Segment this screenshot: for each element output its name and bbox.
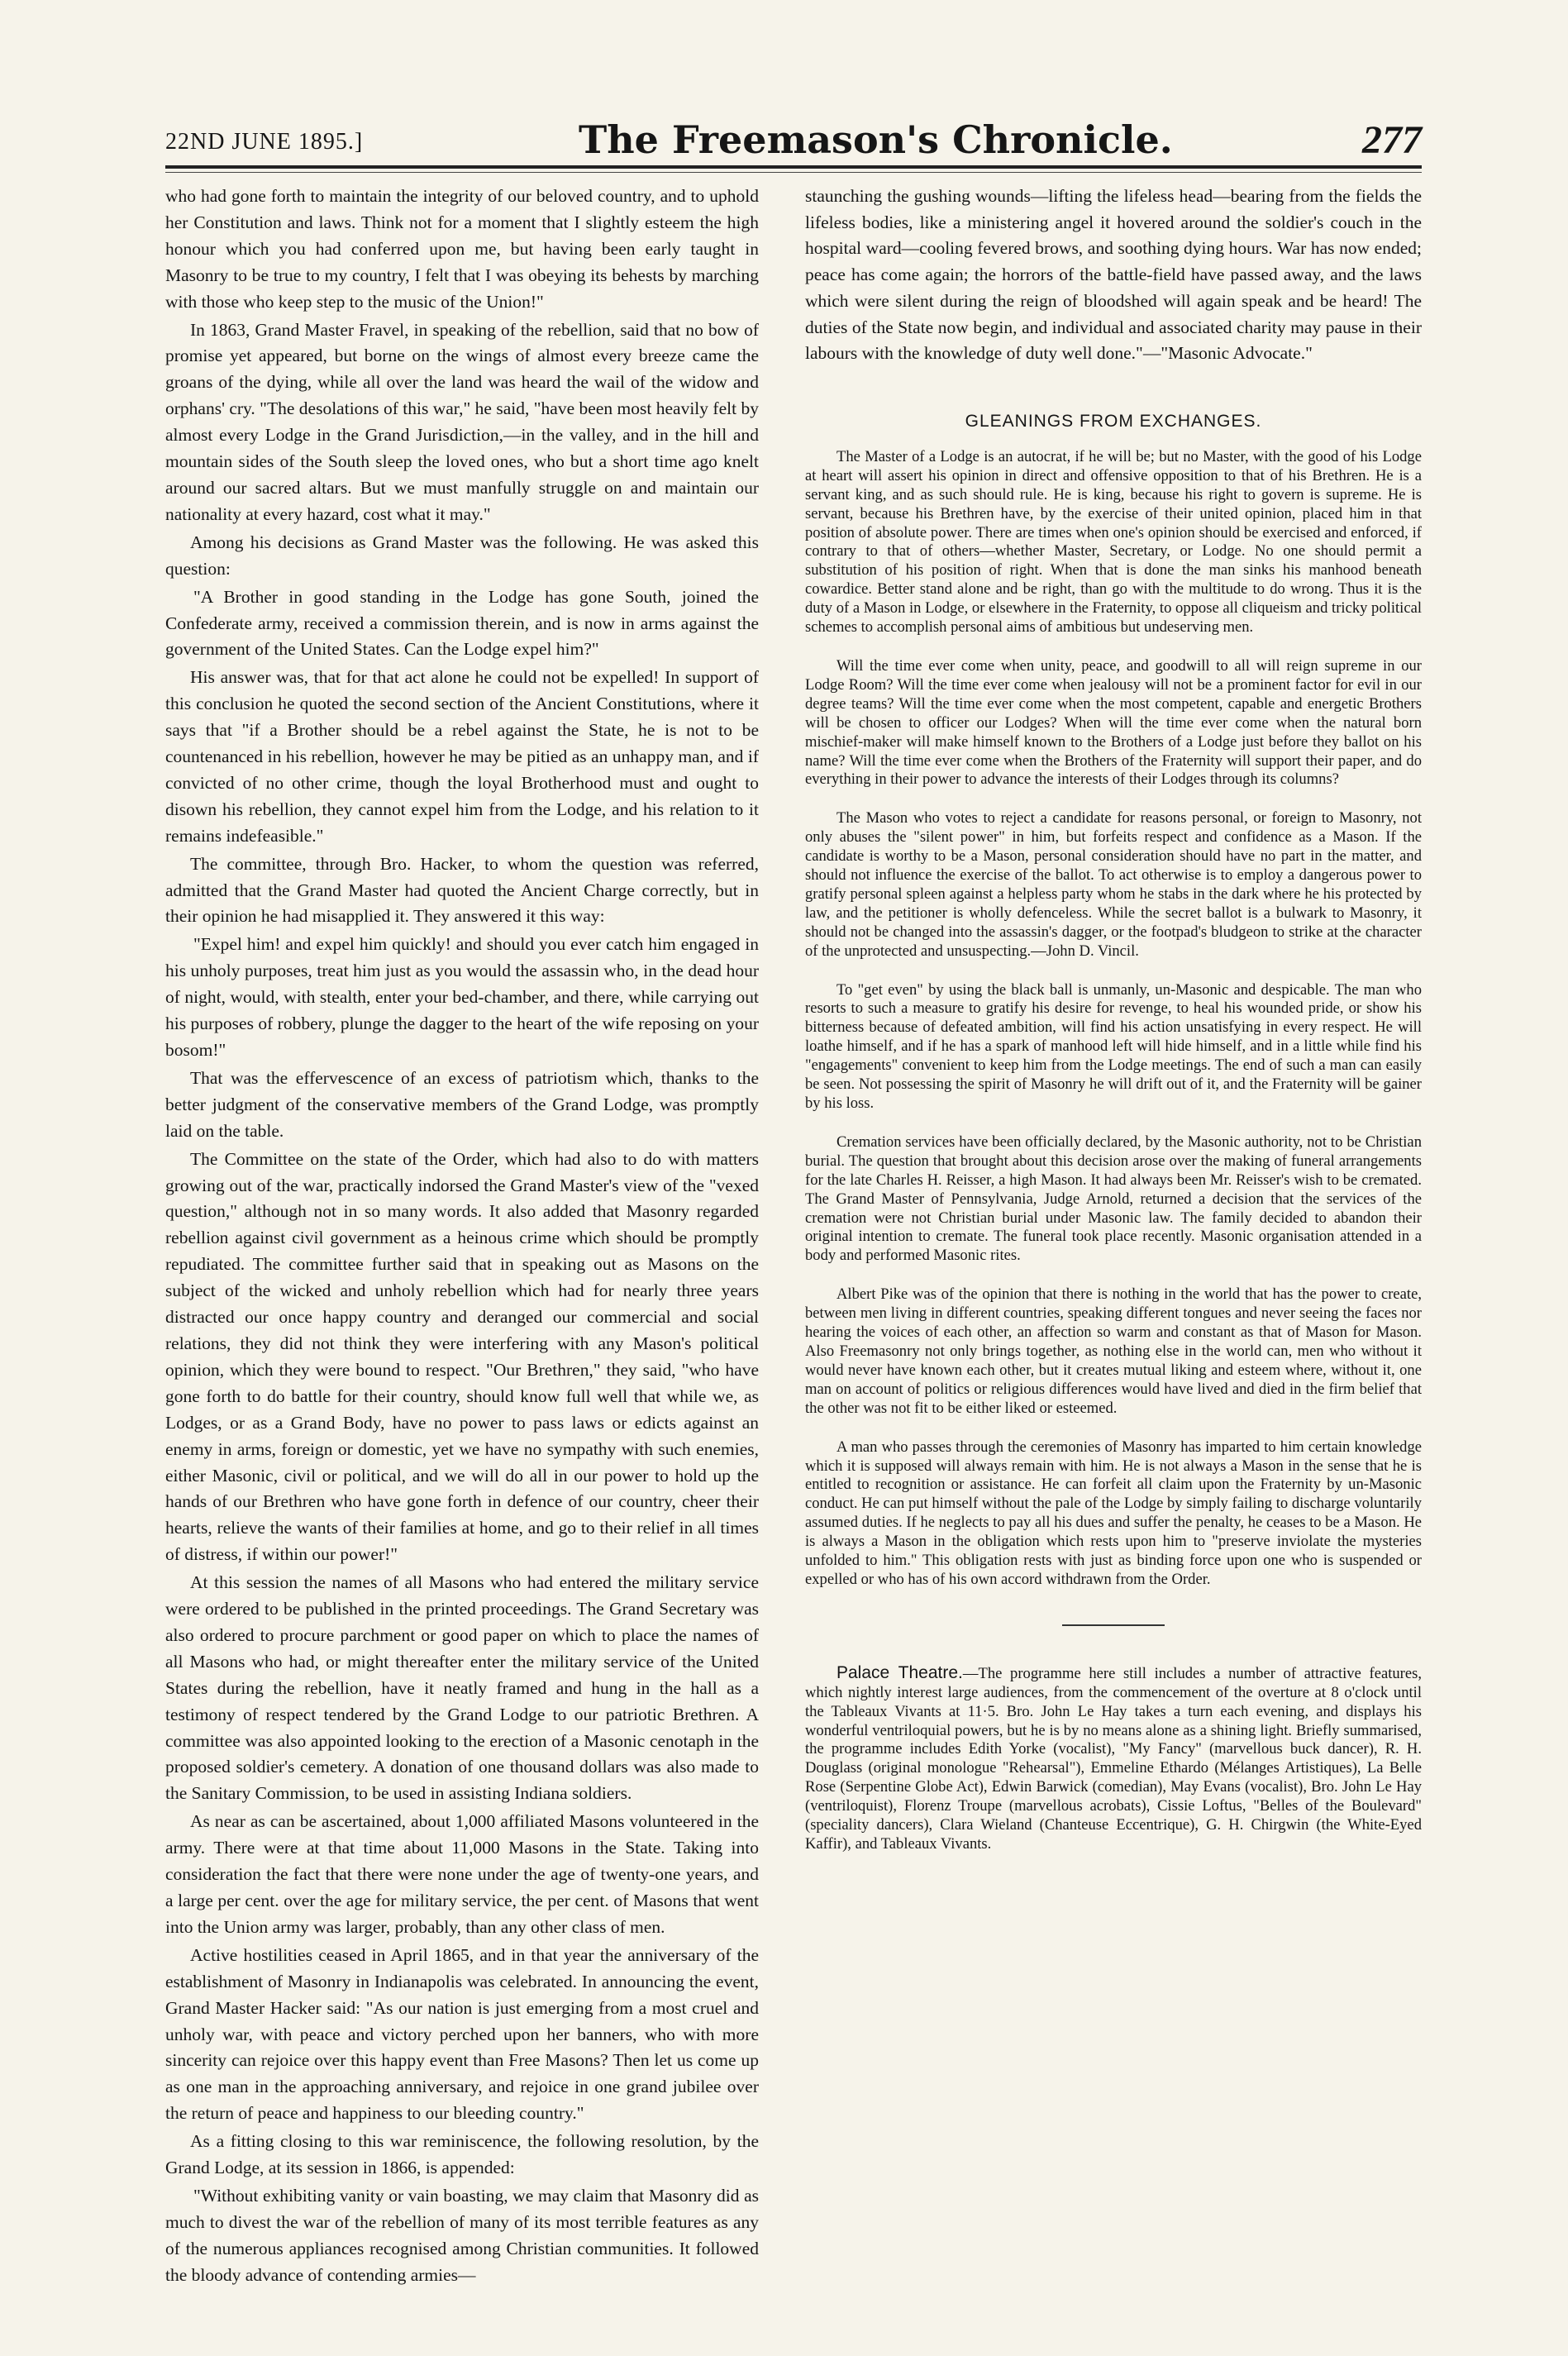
article-paragraph: That was the effervescence of an excess of patriotism which, thanks to the better judgment of the conservative members of the Grand Lodge, was promptly laid on the table. [165,1067,759,1141]
gleaning-item: The Master of a Lodge is an autocrat, if he will be; but no Master, with the good of his Lodge at heart will assert his opinion in direct and offensive opposition to that of his Brethren. He is a servant king, and as such should rule. He is king, because his right to govern is supreme. He is servant, because his Brethren have, by the exercise of their united opinion, placed him in that position of absolute power. There are times when one's opinion should be exercised and enforced, if contrary to that of others—whether Master, Secretary, or Lodge. No one should permit a substitution of his position of right. When that is done the man sinks his manhood beneath cowardice. Better stand alone and be right, than go with the multitude to do wrong. Thus it is the duty of a Mason in Lodge, or elsewhere in the Fraternity, to oppose all cliqueism and tricky political schemes to accomplish personal aims of ambitious but undeserving men. [805,447,1422,637]
article-quote: "Without exhibiting vanity or vain boasting, we may claim that Masonry did as much to divest the war of the rebellion of many of its most terrible features as any of the numerous appliances recognised among Christian communities. It followed the bloody advance of contending armies— [165,2185,759,2285]
article-paragraph: Active hostilities ceased in April 1865, and in that year the anniversary of the establishment of Masonry in Indianapolis was celebrated. In announcing the event, Grand Master Hacker said: "As our nation is just emerging from a most cruel and unholy war, with peace and victory perched upon her banners, who with more sincerity can rejoice over this happy event than Free Masons? Then let us come up as one man in the approaching anniversary, and rejoice in one grand jubilee over the return of peace and happiness to our bleeding country." [165,1944,759,2124]
article-paragraph: The committee, through Bro. Hacker, to whom the question was referred, admitted that the Grand Master had quoted the Ancient Charge correctly, but in their opinion he had misapplied it. They answered it this way: [165,853,759,927]
gleaning-item: A man who passes through the ceremonies of Masonry has imparted to him certain knowledge which it is supposed will always remain with him. He is not always a Mason in the sense that he is entitled to recognition or assistance. He can forfeit all claim upon the Fraternity by un-Masonic conduct. He can put himself without the pale of the Lodge by simply failing to discharge voluntarily assumed duties. If he neglects to pay all his dues and suffer the penalty, he ceases to be a Mason. He is always a Mason in the obligation which rests upon him to "preserve inviolate the mysteries unfolded to him." This obligation rests with just as binding force upon one who is suspended or expelled or who has of his own accord withdrawn from the Order. [805,1438,1422,1588]
gleaning-item: The Mason who votes to reject a candidate for reasons personal, or foreign to Masonry, not only abuses the "silent power" in him, but forfeits respect and confidence as a Mason. If the candidate is worthy to be a Mason, personal consideration should have no part in the matter, and should not influence the exercise of the ballot. To act otherwise is to employ a dangerous power to gratify personal spleen against a helpless party whom he stabs in the dark where he his protected by law, and the petitioner is wholly defenceless. While the secret ballot is a bulwark to Masonry, it should not be changed into the assassin's dagger, or the footpad's bludgeon to strike at the character of the unprotected and unsuspecting.—John D. Vincil. [805,809,1422,960]
gleaning-item: Will the time ever come when unity, peace, and goodwill to all will reign supreme in our Lodge Room? Will the time ever come when jealousy will not be a prominent factor for evil in our degree teams? Will the time ever come when the most competent, capable and energetic Brothers will be chosen to officer our Lodges? When will the time ever come when the natural born mischief-maker will make himself known to the Brothers of a Lodge just before they ballot on his name? Will the time ever come when the Brothers of the Fraternity will support their paper, and do everything in their power to advance the interests of their Lodges through its columns? [805,656,1422,789]
article-quote: "A Brother in good standing in the Lodge has gone South, joined the Confederate army, received a commission therein, and is now in arms against the government of the United States. Can the Lodge expel him?" [165,586,759,660]
article-paragraph: His answer was, that for that act alone he could not be expelled! In support of this conclusion he quoted the second section of the Ancient Constitutions, where it says that "if a Brother should be a rebel against the State, he is not to be countenanced in his rebellion, however he may be pitied as an unhappy man, and if convicted of no other crime, though the loyal Brotherhood must and ought to disown his rebellion, they cannot expel him from the Lodge, and his relation to it remains indefeasible." [165,667,759,846]
page-number: 277 [1362,118,1422,162]
publication-title: The Freemason's Chronicle. [579,117,1173,162]
masthead [165,114,1422,162]
article-quote: "Expel him! and expel him quickly! and should you ever catch him engaged in his unholy purposes, treat him just as you would the assassin who, in the dead hour of night, would, with stealth, enter your bed-chamber, and there, while carrying out his purposes of robbery, plunge the dagger to the heart of the wife reposing on your bosom!" [165,934,759,1060]
article-continuation: staunching the gushing wounds—lifting the lifeless head—bearing from the fields the lifeless bodies, like a ministering angel it hovered around the soldier's couch in the hospital ward—cooling fevered brows, and soothing dying hours. War has now ended; peace has come again; the horrors of the battle-field have passed away, and the laws which were silent during the reign of bloodshed will again speak and be heard! The duties of the State now begin, and individual and associated charity may pause in their labours with the knowledge of duty well done."—"Masonic Advocate." [805,186,1422,364]
masthead-rule-thin [165,172,1422,173]
article-paragraph: As near as can be ascertained, about 1,000 affiliated Masons volunteered in the army. There were at that time about 11,000 Masons in the State. Taking into consideration the fact that there were none under the age of twenty-one years, and a large per cent. over the age for military service, the per cent. of Masons that went into the Union army was larger, probably, than any other class of men. [165,1811,759,1937]
theatre-notice-body: —The programme here still includes a number of attractive features, which nightly interest large audiences, from the commencement of the overture at 8 o'clock until the Tableaux Vivants at 11·5. Bro. John Le Hay takes a turn each evening, and displays his wonderful ventriloquial powers, but he is by no means alone as a shining light. Briefly summarised, the programme includes Edith Yorke (vocalist), "My Fancy" (marvellous buck dancer), R. H. Douglass (original monologue "Rehearsal"), Emmeline Ethardo (Mélanges Artistiques), La Belle Rose (Serpentine Globe Act), Edwin Barwick (comedian), May Evans (vocalist), Bro. John Le Hay (ventriloquist), Florenz Troupe (marvellous acrobats), Cissie Loftus, "Belles of the Boulevard" (speciality dancers), Clara Wieland (Chanteuse Eccentrique), G. H. Chirgwin (the White-Eyed Kaffir), and Tableaux Vivants. [805,1664,1422,1853]
theatre-notice [805,1664,1422,1854]
masthead-rule [165,165,1422,169]
article-paragraph: In 1863, Grand Master Fravel, in speaking of the rebellion, said that no bow of promise yet appeared, but borne on the wings of almost every breeze came the groans of the dying, while all over the land was heard the wail of the widow and orphans' cry. "The desolations of this war," he said, "have been most heavily felt by almost every Lodge in the Grand Jurisdiction,—in the valley, and in the hill and mountain sides of the South sleep the loved ones, who but a short time ago knelt around our sacred altars. But we must manfully struggle on and maintain our nationality at every hazard, cost what it may." [165,319,759,524]
gleaning-item: To "get even" by using the black ball is unmanly, un-Masonic and despicable. The man who resorts to such a measure to gratify his desire for revenge, to heal his wounded pride, or show his bitterness because of defeated ambition, will find his action unsatisfying in every respect. He will loathe himself, and if he has a spark of manhood left will hide himself, and in a little while find his "engagements" convenient to keep him from the Lodge meetings. The end of such a man can easily be seen. Not possessing the spirit of Masonry he will drift out of it, and the Fraternity will be gainer by his loss. [805,980,1422,1113]
article-paragraph: The Committee on the state of the Order, which had also to do with matters growing out of the war, practically indorsed the Grand Master's view of the "vexed question," although not in so many words. It also added that Masonry regarded rebellion against civil government as a heinous crime which should be promptly repudiated. The committee further said that in speaking out as Masons on the subject of the wicked and unholy rebellion which had for nearly three years distracted our once happy country and deranged our commercial and social relations, they did not think they were interfering with any Mason's political opinion, which they were bound to respect. "Our Brethren," they said, "who have gone forth to do battle for their country, should know full well that while we, as Lodges, or as a Grand Body, have no power to pass laws or edicts against an enemy in arms, foreign or domestic, yet we have no sympathy with such enemies, either Masonic, civil or political, and we will do all in our power to hold up the hands of our Brethren who have gone forth in defence of our country, cheer their hearts, relieve the wants of their families at home, and go to their relief in all times of distress, if within our power!" [165,1148,759,1565]
issue-date: 22ND JUNE 1895.] [165,129,364,155]
section-heading: GLEANINGS FROM EXCHANGES. [965,411,1262,431]
gleaning-item: Cremation services have been officially declared, by the Masonic authority, not to be Christian burial. The question that brought about this decision arose over the making of funeral arrangements for the late Charles H. Reisser, a high Mason. It had always been Mr. Reisser's wish to be cremated. The Grand Master of Pennsylvania, Judge Arnold, returned a decision that the services of the cremation were not Christian burial under Masonic law. The family decided to abandon their original intention to cremate. The funeral took place recently. Masonic organisation attended in a body and performed Masonic rites. [805,1133,1422,1265]
right-column [805,184,1422,2267]
left-column [165,184,759,2285]
theatre-notice-heading: Palace Theatre. [836,1662,963,1682]
article-paragraph: As a fitting closing to this war reminiscence, the following resolution, by the Grand Lodge, at its session in 1866, is appended: [165,2131,759,2178]
gleaning-item: Albert Pike was of the opinion that there is nothing in the world that has the power to create, between men living in different countries, speaking different tongues and never seeing the faces nor hearing the voices of each other, an affection so warm and constant as that of Mason for Mason. Also Freemasonry not only brings together, as nothing else in the world can, men who without it would never have known each other, but it creates mutual liking and esteem where, without it, one man on account of politics or religious differences would have lived and died in the firm belief that the other was not fit to be either liked or esteemed. [805,1285,1422,1417]
article-paragraph: who had gone forth to maintain the integrity of our beloved country, and to uphold her Constitution and laws. Think not for a moment that I slightly esteem the high honour which you had conferred upon me, but having been early taught in Masonry to be true to my country, I felt that I was obeying its behests by marching with those who keep step to the music of the Union!" [165,186,759,312]
section-divider [1062,1624,1165,1626]
article-paragraph: Among his decisions as Grand Master was the following. He was asked this question: [165,532,759,579]
article-paragraph: At this session the names of all Masons who had entered the military service were ordered to be published in the printed proceedings. The Grand Secretary was also ordered to procure parchment or good paper on which to place the names of all Masons who had, or might thereafter enter the military service of the United States during the rebellion, have it neatly framed and hung in the hall as a testimony of respect tendered by the Grand Lodge to our patriotic Brethren. A committee was also appointed looking to the erection of a Masonic cenotaph in the proposed soldier's cemetery. A donation of one thousand dollars was also made to the Sanitary Commission, to be used in assisting Indiana soldiers. [165,1572,759,1804]
